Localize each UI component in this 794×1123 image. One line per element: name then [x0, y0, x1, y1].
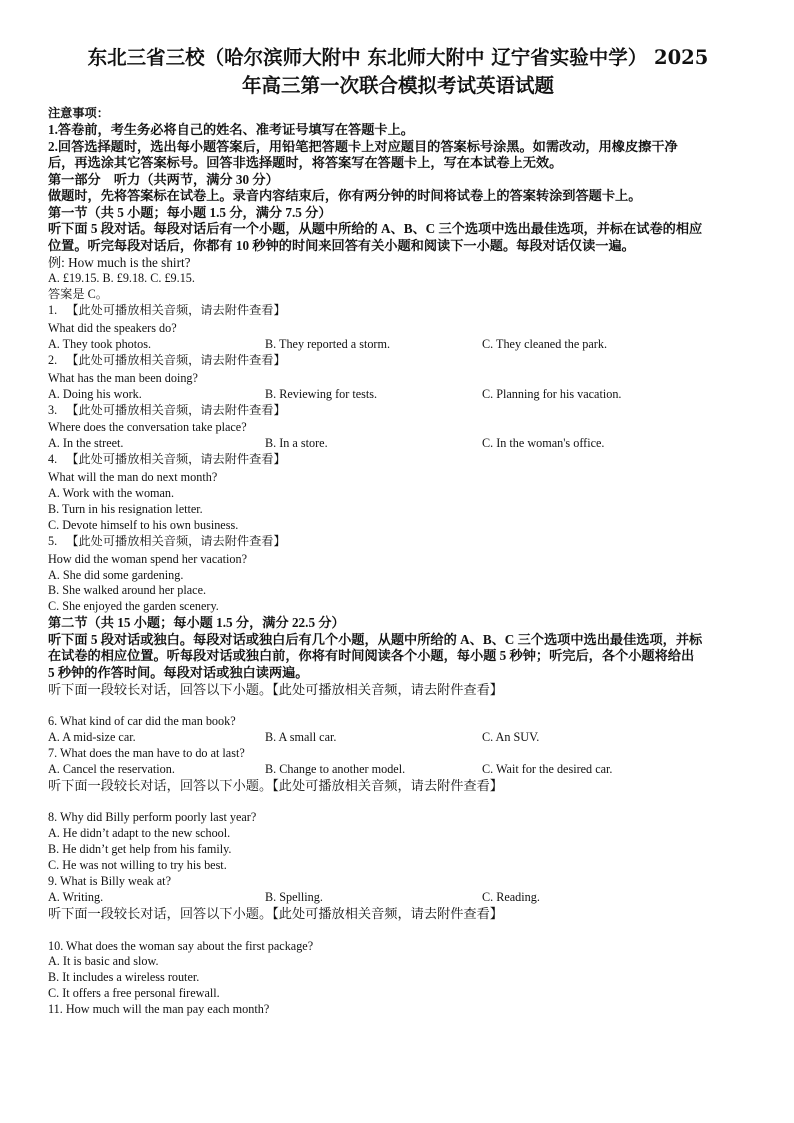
audio-note-q5 [48, 534, 748, 550]
listen-prompt: 听下面一段较长对话，回答以下小题。【此处可播放相关音频，请去附件查看】 [48, 777, 503, 793]
option-a: A. A mid-size car. [48, 730, 136, 745]
option-a: A. It is basic and slow. [48, 954, 159, 969]
option-a: A. He didn’t adapt to the new school. [48, 826, 231, 841]
option-c: C. Devote himself to his own business. [48, 517, 239, 532]
options-q1 [48, 337, 748, 353]
section2-instruction-3: 5 秒钟的作答时间。每段对话或独白读两遍。 [48, 665, 309, 681]
options-q2 [48, 387, 748, 403]
options-q6 [48, 730, 748, 746]
option-b: B. They reported a storm. [265, 336, 391, 351]
question-7: 7. What does the man have to do at last? [48, 746, 245, 761]
notice-item-2a: 2.回答选择题时，选出每小题答案后，用铅笔把答题卡上对应题目的答案标号涂黑。如需改动，用橡皮擦干净 [48, 138, 678, 154]
question-11: 11. How much will the man pay each month? [48, 1002, 270, 1017]
option-b: B. Turn in his resignation letter. [48, 501, 203, 516]
option-a: A. Doing his work. [48, 386, 142, 401]
question-6: 6. What kind of car did the man book? [48, 714, 236, 729]
question-4: What will the man do next month? [48, 470, 218, 485]
audio-placeholder: 【此处可播放相关音频，请去附件查看】 [66, 452, 286, 467]
section2-instruction-1: 听下面 5 段对话或独白。每段对话或独白后有几个小题，从题中所给的 A、B、C 三个选项中选出最佳选项，并标 [48, 631, 703, 647]
part1-instruction: 做题时，先将答案标在试卷上。录音内容结束后，你有两分钟的时间将试卷上的答案转涂到答题卡上。 [48, 188, 642, 204]
listen-prompt: 听下面一段较长对话，回答以下小题。【此处可播放相关音频，请去附件查看】 [48, 905, 503, 921]
option-c: C. Wait for the desired car. [482, 761, 613, 776]
notice-item-1: 1.答卷前，考生务必将自己的姓名、准考证号填写在答题卡上。 [48, 121, 414, 137]
options-q9 [48, 890, 748, 906]
notice-item-2b: 后，再选涂其它答案标号。回答非选择题时，将答案写在答题卡上，写在本试卷上无效。 [48, 155, 563, 171]
option-c: C. He was not willing to try his best. [48, 858, 227, 873]
section1-instruction-1: 听下面 5 段对话。每段对话后有一个小题，从题中所给的 A、B、C 三个选项中选出最佳选项，并标在试卷的相应 [48, 221, 703, 237]
question-number: 5. [48, 533, 58, 548]
option-a: A. Writing. [48, 890, 104, 904]
question-number: 1. [48, 303, 58, 318]
option-c: C. In the woman's office. [482, 436, 605, 451]
option-c: C. She enjoyed the garden scenery. [48, 599, 219, 614]
question-1: What did the speakers do? [48, 320, 177, 335]
example-answer: 答案是 C。 [48, 287, 108, 302]
option-a: A. They took photos. [48, 336, 152, 351]
option-c: C. Reading. [482, 890, 540, 904]
option-b: B. In a store. [265, 436, 328, 451]
listen-prompt: 听下面一段较长对话，回答以下小题。【此处可播放相关音频，请去附件查看】 [48, 681, 503, 697]
option-a: A. In the street. [48, 436, 124, 451]
option-b: B. Change to another model. [265, 761, 406, 776]
section2-heading: 第二节（共 15 小题；每小题 1.5 分，满分 22.5 分） [48, 615, 345, 631]
section2-instruction-2: 在试卷的相应位置。听每段对话或独白前，你将有时间阅读各个小题，每小题 5 秒钟；听完后，各个小题将给出 [48, 648, 695, 664]
exam-title-line2: 年高三第一次联合模拟考试英语试题 [241, 74, 554, 97]
option-c: C. They cleaned the park. [482, 336, 607, 351]
audio-note-q3 [48, 403, 748, 419]
option-a: A. Cancel the reservation. [48, 761, 175, 776]
section1-heading: 第一节（共 5 小题；每小题 1.5 分，满分 7.5 分） [48, 204, 332, 220]
audio-placeholder: 【此处可播放相关音频，请去附件查看】 [66, 303, 286, 318]
option-c: C. Planning for his vacation. [482, 386, 622, 401]
question-number: 4. [48, 452, 58, 467]
option-c: C. An SUV. [482, 730, 540, 745]
option-a: A. Work with the woman. [48, 486, 175, 501]
question-2: What has the man been doing? [48, 370, 198, 385]
example-question: 例: How much is the shirt? [48, 254, 191, 270]
question-number: 3. [48, 402, 58, 417]
option-b: B. She walked around her place. [48, 583, 207, 598]
part1-heading: 第一部分 听力（共两节，满分 30 分） [48, 171, 279, 187]
audio-placeholder: 【此处可播放相关音频，请去附件查看】 [66, 402, 286, 417]
audio-placeholder: 【此处可播放相关音频，请去附件查看】 [66, 352, 286, 367]
section1-instruction-2: 位置。听完每段对话后，你都有 10 秒钟的时间来回答有关小题和阅读下一小题。每段对话仅读一遍。 [48, 238, 635, 254]
options-q7 [48, 762, 748, 778]
options-q3 [48, 436, 748, 452]
audio-note-q1 [48, 303, 748, 319]
option-b: B. It includes a wireless router. [48, 970, 200, 985]
question-10: 10. What does the woman say about the first package? [48, 938, 314, 953]
audio-note-q4 [48, 452, 748, 468]
option-a: A. She did some gardening. [48, 567, 184, 582]
question-3: Where does the conversation take place? [48, 420, 247, 435]
audio-note-q2 [48, 353, 748, 369]
option-b: B. A small car. [265, 730, 337, 745]
exam-page [48, 0, 748, 1018]
question-9: 9. What is Billy weak at? [48, 874, 171, 889]
option-b: B. Reviewing for tests. [265, 386, 378, 401]
option-b: B. Spelling. [265, 890, 323, 904]
example-options: A. £19.15. B. £9.18. C. £9.15. [48, 271, 195, 286]
option-c: C. It offers a free personal firewall. [48, 986, 220, 1001]
audio-placeholder: 【此处可播放相关音频，请去附件查看】 [66, 533, 286, 548]
option-b: B. He didn’t get help from his family. [48, 842, 232, 857]
question-5: How did the woman spend her vacation? [48, 551, 248, 566]
exam-title-line1: 东北三省三校（哈尔滨师大附中 东北师大附中 辽宁省实验中学） 2025 [87, 46, 709, 69]
notice-heading: 注意事项： [48, 106, 109, 120]
question-number: 2. [48, 352, 58, 367]
question-8: 8. Why did Billy perform poorly last year? [48, 810, 257, 825]
